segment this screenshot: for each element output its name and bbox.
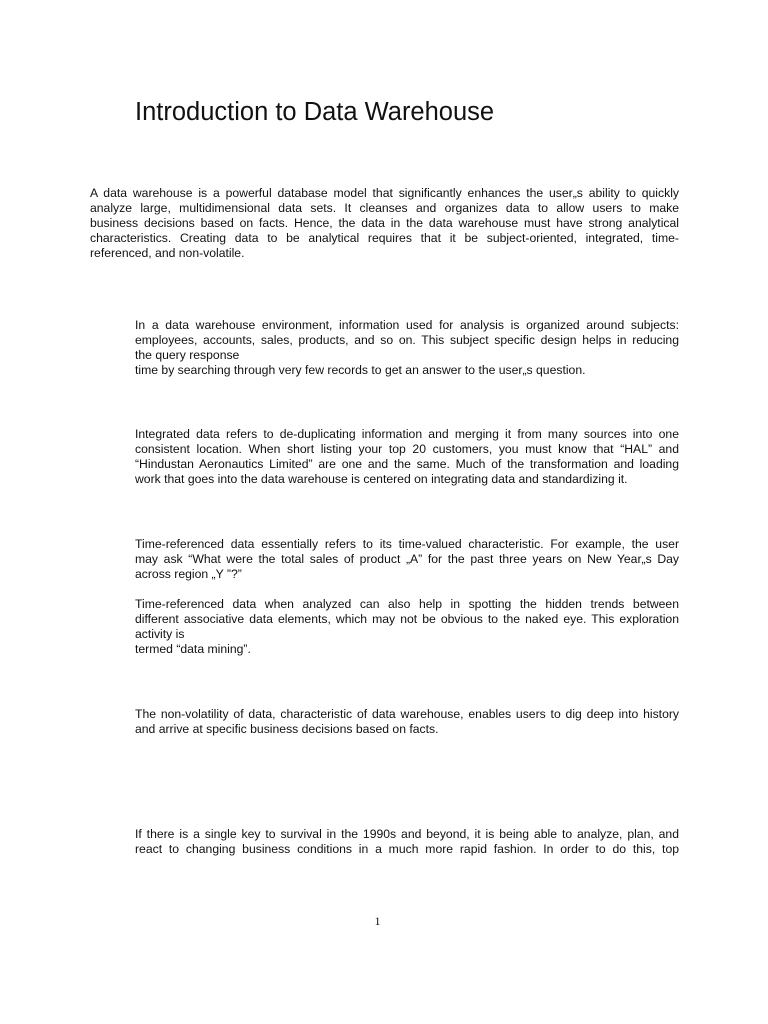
paragraph-line: across region „Y ”?” bbox=[135, 567, 242, 581]
paragraph-line: different associative data elements, which may not be obvious to the naked eye. This exploration bbox=[135, 612, 679, 626]
integrated-paragraph bbox=[135, 427, 679, 487]
page-title: Introduction to Data Warehouse bbox=[135, 98, 495, 126]
paragraph-line: consistent location. When short listing your top 20 customers, you must know that “HAL” and bbox=[135, 442, 679, 456]
paragraph-line: A data warehouse is a powerful database model that significantly enhances the user„s ability to quickly bbox=[90, 186, 679, 200]
paragraph-line: and arrive at specific business decisions based on facts. bbox=[135, 722, 439, 736]
survival-paragraph bbox=[135, 827, 679, 857]
time-referenced-paragraph bbox=[135, 537, 679, 582]
paragraph-line: Time-referenced data essentially refers to its time-valued characteristic. For example, the user bbox=[135, 537, 679, 551]
intro-paragraph bbox=[90, 186, 679, 261]
paragraph-line: If there is a single key to survival in the 1990s and beyond, it is being able to analyze, plan, and bbox=[135, 827, 679, 841]
paragraph-line: termed “data mining”. bbox=[135, 642, 251, 656]
paragraph-line: activity is bbox=[135, 627, 185, 641]
subject-oriented-paragraph bbox=[135, 318, 679, 378]
paragraph-line: In a data warehouse environment, information used for analysis is organized around subjects: bbox=[135, 318, 679, 332]
paragraph-line: “Hindustan Aeronautics Limited” are one and the same. Much of the transformation and loading bbox=[135, 457, 679, 471]
paragraph-line: react to changing business conditions in a much more rapid fashion. In order to do this, top bbox=[135, 842, 679, 856]
data-mining-paragraph bbox=[135, 597, 679, 657]
paragraph-line: may ask “What were the total sales of product „A” for the past three years on New Year„s Day bbox=[135, 552, 679, 566]
paragraph-line: referenced, and non-volatile. bbox=[90, 246, 245, 260]
paragraph-line: Time-referenced data when analyzed can also help in spotting the hidden trends between bbox=[135, 597, 679, 611]
non-volatile-paragraph bbox=[135, 707, 679, 737]
paragraph-line: employees, accounts, sales, products, and so on. This subject specific design helps in reducing bbox=[135, 333, 679, 347]
paragraph-line: time by searching through very few records to get an answer to the user„s question. bbox=[135, 363, 586, 377]
paragraph-line: work that goes into the data warehouse is centered on integrating data and standardizing it. bbox=[135, 472, 628, 486]
paragraph-line: Integrated data refers to de-duplicating information and merging it from many sources into one bbox=[135, 427, 679, 441]
paragraph-line: the query response bbox=[135, 348, 240, 362]
paragraph-line: The non-volatility of data, characteristic of data warehouse, enables users to dig deep into history bbox=[135, 707, 679, 721]
paragraph-line: analyze large, multidimensional data sets. It cleanses and organizes data to allow users to make bbox=[90, 201, 679, 215]
paragraph-line: business decisions based on facts. Hence, the data in the data warehouse must have strong analytical bbox=[90, 216, 679, 230]
paragraph-line: characteristics. Creating data to be analytical requires that it be subject-oriented, integrated, time- bbox=[90, 231, 679, 245]
page-number: 1 bbox=[374, 914, 381, 928]
